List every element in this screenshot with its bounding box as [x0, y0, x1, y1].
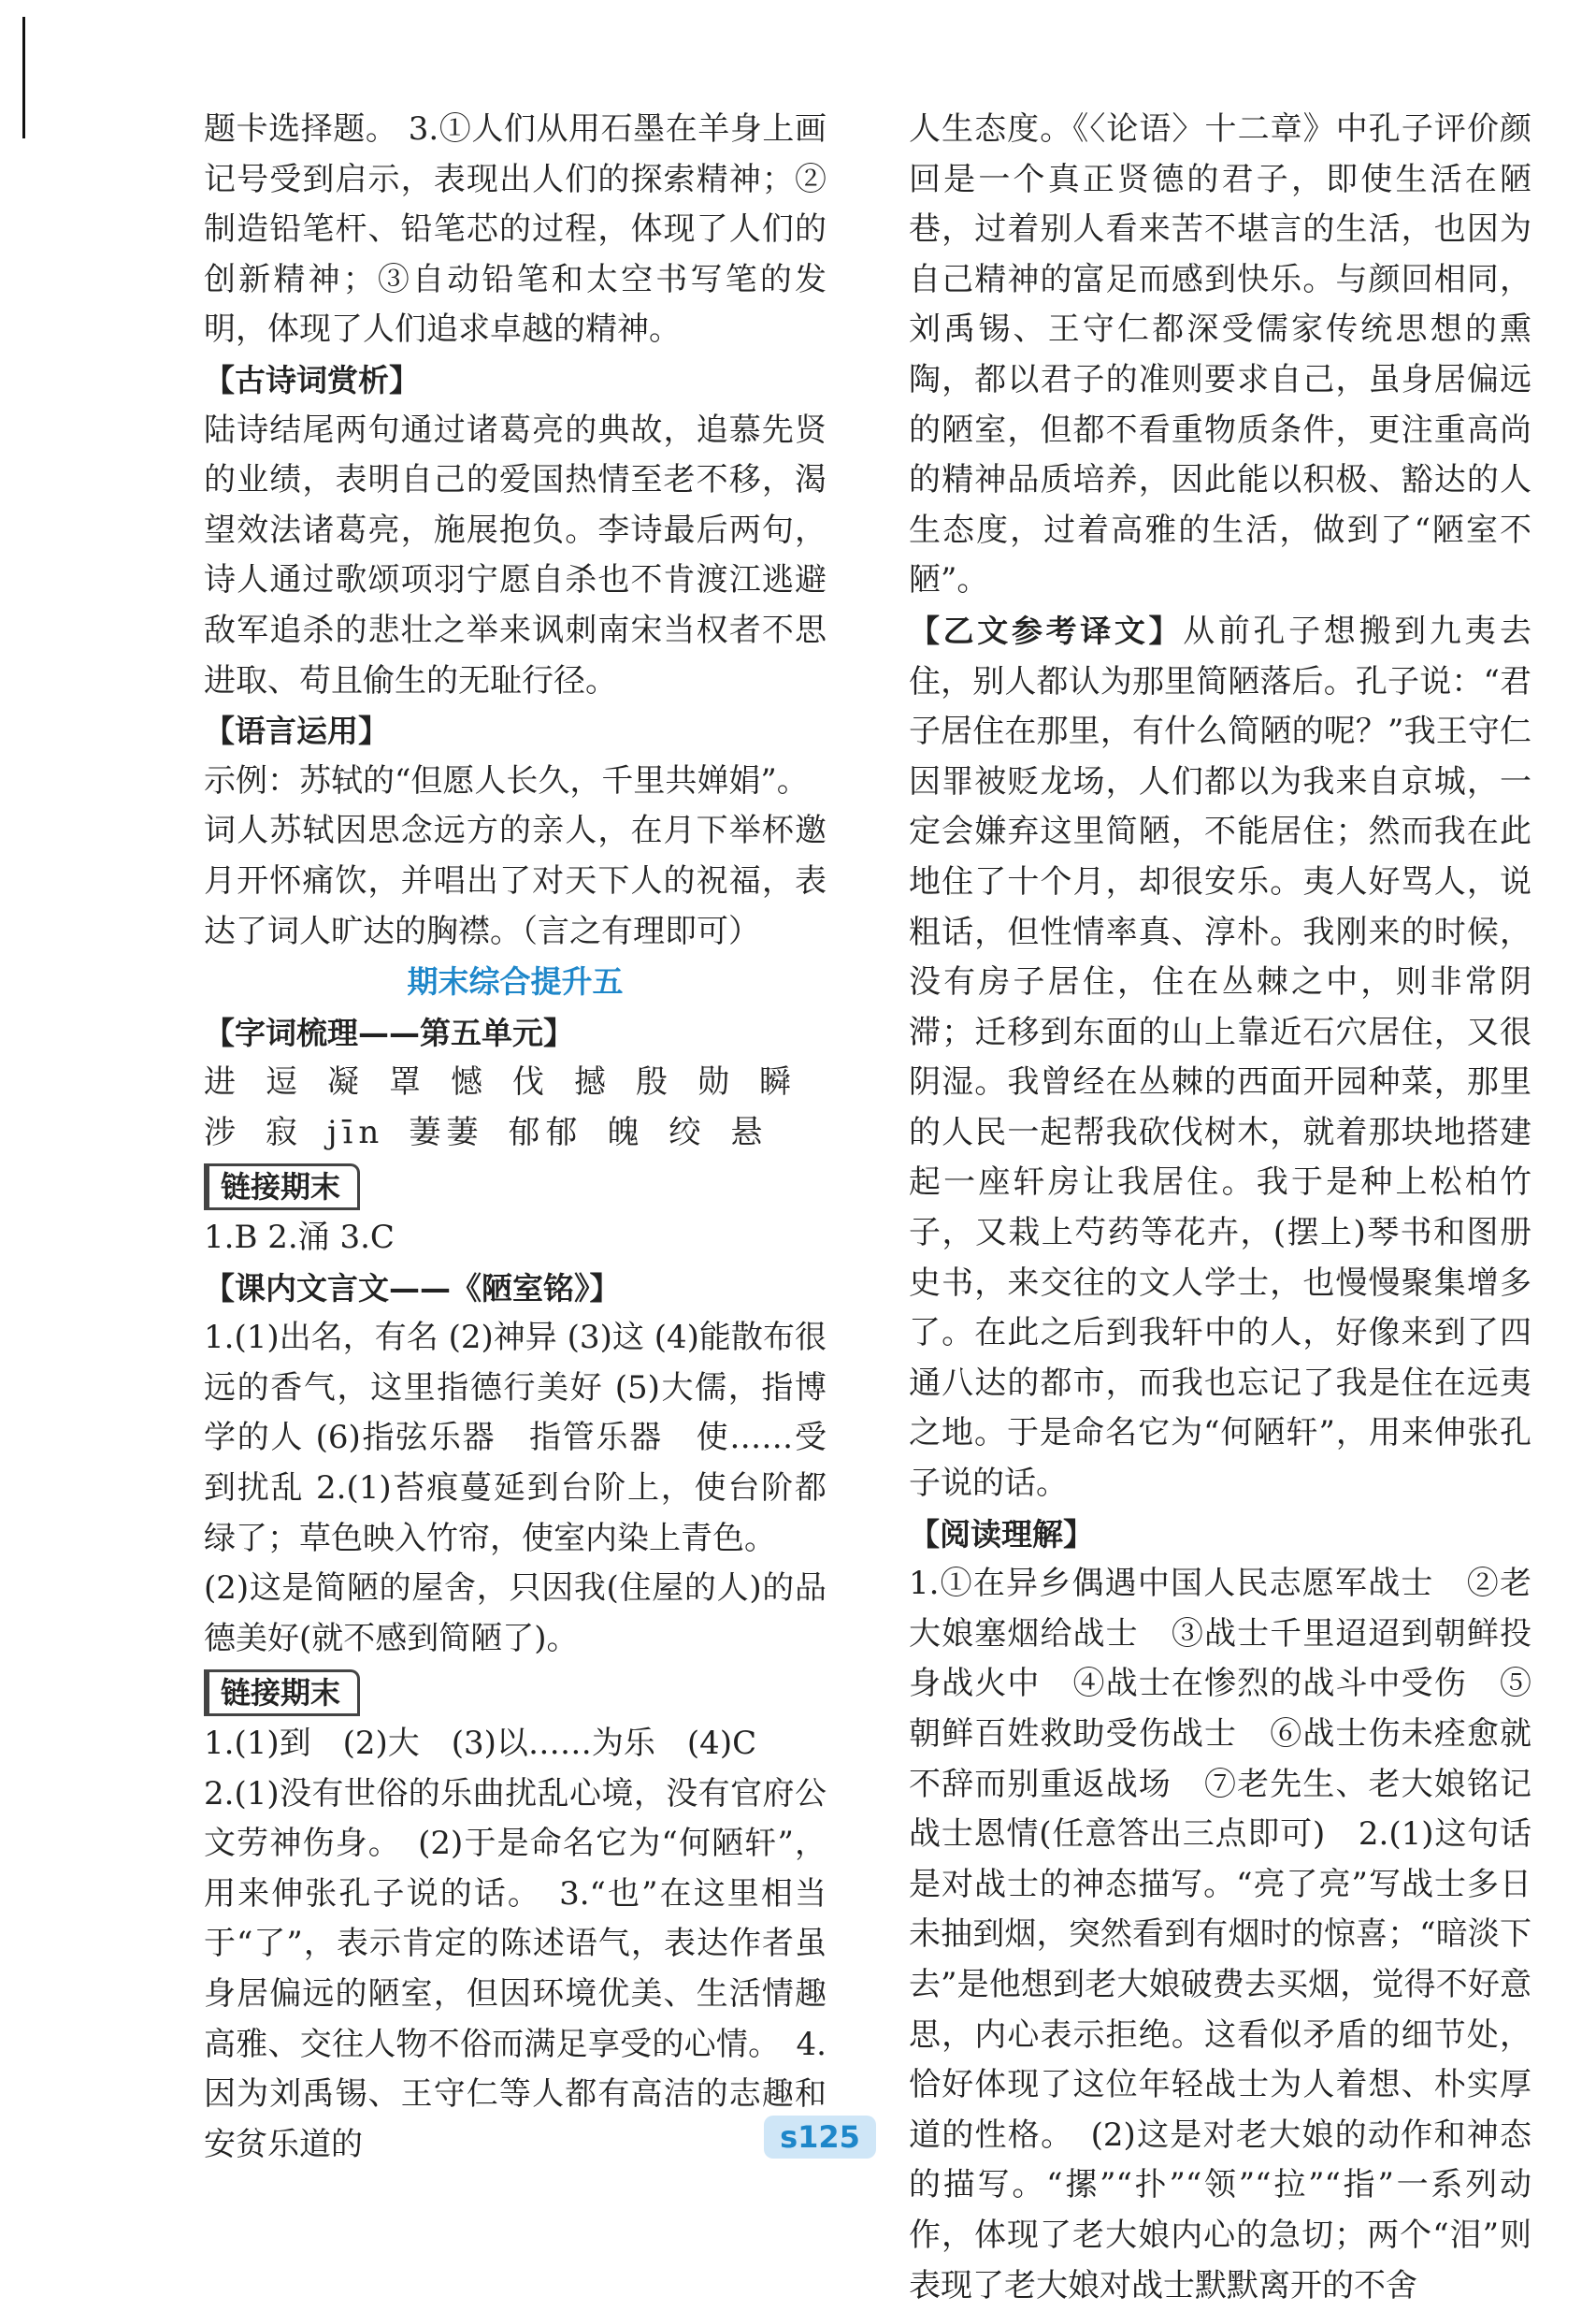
word-item: 郁郁 [508, 1113, 583, 1151]
word-item: 罩 [389, 1063, 426, 1102]
section-heading-poem: 【古诗词赏析】 [204, 361, 420, 398]
word-item: jīn [327, 1113, 385, 1151]
answer-paragraph: 1.B 2.涌 3.C [204, 1219, 395, 1257]
answer-paragraph: 词人苏轼因思念远方的亲人，在月下举杯邀月开怀痛饮，并唱出了对天下人的祝福，表达了词人旷达的胸襟。（言之有理即可） [204, 812, 827, 950]
answer-paragraph: 人生态度。《〈论语〉十二章》中孔子评价颜回是一个真正贤德的君子，即使生活在陋巷，过着别人看来苦不堪言的生活，也因为自己精神的富足而感到快乐。与颜回相同，刘禹锡、王守仁都深受儒家传统思想的熏陶，都以君子的准则要求自己，虽身居偏远的陋室，但都不看重物质条件，更注重高尚的精神品质培养，因此能以积极、豁达的人生态度，过着高雅的生活，做到了“陋室不陋”。 [909, 110, 1531, 599]
word-row-2 [204, 1108, 827, 1159]
word-item: 涉 [204, 1113, 241, 1151]
word-item: 萋萋 [409, 1113, 484, 1151]
answer-paragraph: 陆诗结尾两句通过诸葛亮的典故，追慕先贤的业绩，表明自己的爱国热情至老不移，渴望效法诸葛亮，施展抱负。李诗最后两句，诗人通过歌颂项羽宁愿自杀也不肯渡江逃避敌军追杀的悲壮之举来讽刺南宋当权者不思进取、苟且偷生的无耻行径。 [204, 411, 827, 700]
word-item: 魄 [607, 1113, 645, 1151]
word-item: 绞 [669, 1113, 707, 1151]
word-item: 悬 [730, 1113, 769, 1151]
translation-paragraph [909, 606, 1531, 1509]
word-row-1 [204, 1058, 827, 1108]
page-number: s125 [764, 2116, 876, 2159]
word-item: 勋 [697, 1063, 735, 1102]
word-item: 进 [204, 1063, 241, 1102]
word-item: 寂 [266, 1113, 303, 1151]
answer-paragraph: 1.(1)到 (2)大 (3)以……为乐 (4)C [204, 1725, 757, 1762]
section-heading-classical: 【课内文言文——《陋室铭》】 [204, 1269, 621, 1307]
binding-edge-line [22, 17, 25, 138]
link-final-badge: 链接期末 [204, 1669, 360, 1716]
word-item: 逗 [266, 1063, 303, 1102]
word-item: 伐 [512, 1063, 550, 1102]
answer-paragraph: (2)这是简陋的屋舍，只因我(住屋的人)的品德美好(就不感到简陋了)。 [204, 1569, 827, 1657]
right-column [909, 105, 1531, 2311]
answer-paragraph: 示例：苏轼的“但愿人长久，千里共婵娟”。 [204, 761, 809, 800]
section-heading-reading: 【阅读理解】 [909, 1515, 1094, 1553]
word-item: 瞬 [759, 1063, 797, 1102]
word-item: 凝 [327, 1063, 365, 1102]
answer-paragraph: 1.(1)出名，有名 (2)神异 (3)这 (4)能散布很远的香气，这里指德行美好 (5)大儒，指博学的人 (6)指弦乐器 指管乐器 使……受到扰乱 2.(1)苔痕蔓延到台阶上，使台阶都绿了；草色映入竹帘，使室内染上青色。 [204, 1319, 827, 1557]
word-item: 憾 [451, 1063, 488, 1102]
answer-paragraph: 2.(1)没有世俗的乐曲扰乱心境，没有官府公文劳神伤身。 (2)于是命名它为“何陋轩”，用来伸张孔子说的话。 3.“也”在这里相当于“了”，表示肯定的陈述语气，表达作者虽身居偏远的陋室，但因环境优美、生活情趣高雅、交往人物不俗而满足享受的心情。 4.因为刘禹锡、王守仁等人都有高洁的志趣和安贫乐道的 [204, 1774, 827, 2163]
answer-paragraph: 1.①在异乡偶遇中国人民志愿军战士 ②老大娘塞烟给战士 ③战士千里迢迢到朝鲜投身战火中 ④战士在惨烈的战斗中受伤 ⑤朝鲜百姓救助受伤战士 ⑥战士伤未痊愈就不辞而别重返战场 ⑦老先生、老大娘铭记战士恩情(任意答出三点即可) 2.(1)这句话是对战士的神态描写。“亮了亮”写战士多日未抽到烟，突然看到有烟时的惊喜；“暗淡下去”是他想到老大娘破费去买烟，觉得不好意思，内心表示拒绝。这看似矛盾的细节处，恰好体现了这位年轻战士为人着想、朴实厚道的性格。 (2)这是对老大娘的动作和神态的描写。“摞”“扑”“领”“拉”“指”一系列动作，体现了老大娘内心的急切；两个“泪”则表现了老大娘对战士默默离开的不舍 [909, 1565, 1531, 2304]
translation-text: 从前孔子想搬到九夷去住，别人都认为那里简陋落后。孔子说：“君子居住在那里，有什么简陋的呢？”我王守仁因罪被贬龙场，人们都以为我来自京城，一定会嫌弃这里简陋，不能居住；然而我在此地住了十个月，却很安乐。夷人好骂人，说粗话，但性情率真、淳朴。我刚来的时候，没有房子居住，住在丛棘之中，则非常阴滞；迁移到东面的山上靠近石穴居住，又很阴湿。我曾经在丛棘的西面开园种菜，那里的人民一起帮我砍伐树木，就着那块地搭建起一座轩房让我居住。我于是种上松柏竹子，又栽上芍药等花卉，(摆上)琴书和图册史书，来交往的文人学士，也慢慢聚集增多了。在此之后到我轩中的人，好像来到了四通八达的都市，而我也忘记了我是住在远夷之地。于是命名它为“何陋轩”，用来伸张孔子说的话。 [909, 612, 1532, 1503]
chapter-title-text: 期末综合提升五 [407, 963, 624, 1001]
left-column [204, 105, 827, 2170]
word-item: 殷 [636, 1063, 673, 1102]
link-final-badge: 链接期末 [204, 1163, 360, 1210]
section-heading-words: 【字词梳理——第五单元】 [204, 1014, 574, 1051]
section-heading-translation: 【乙文参考译文】 [909, 612, 1184, 649]
section-heading-language: 【语言运用】 [204, 713, 389, 750]
answer-paragraph: 题卡选择题。 3.①人们从用石墨在羊身上画记号受到启示，表现出人们的探索精神；②制造铅笔杆、铅笔芯的过程，体现了人们的创新精神；③自动铅笔和太空书写笔的发明，体现了人们追求卓越的精神。 [204, 110, 827, 349]
chapter-title [204, 957, 827, 1008]
word-item: 撼 [574, 1063, 611, 1102]
